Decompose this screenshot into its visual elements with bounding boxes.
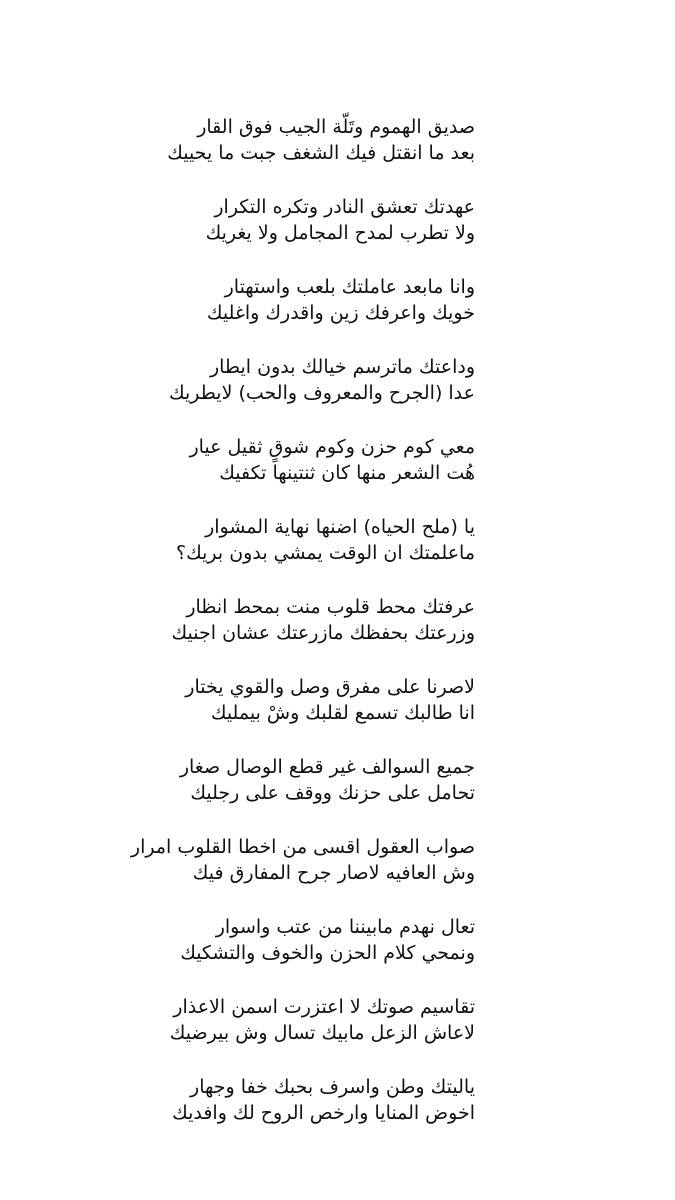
stanza-5 [135,434,475,514]
stanza-6 [135,514,475,594]
poem-line: يا (ملح الحياه) اضنها نهاية المشوار [205,516,475,538]
stanza-4 [135,354,475,434]
poem-line: جميع السوالف غير قطع الوصال صغار [179,756,475,778]
stanza-12 [135,994,475,1074]
stanza-11 [135,914,475,994]
poem-line: وداعتك ماترسم خيالك بدون ايطار [209,356,475,378]
poem-line: صديق الهموم وتَلّة الجيب فوق القار [197,116,475,138]
poem-line: ياليتك وطن واسرف بحبك خفا وجهار [190,1076,475,1098]
stanza-9 [135,754,475,834]
poem-line: اخوض المنايا وارخص الروح لك وافديك [172,1102,475,1124]
poem-line: وش العافيه لاصار جرح المفارق فيك [192,862,475,884]
poem-line: ونمحي كلام الحزن والخوف والتشكيك [180,942,475,964]
poem-line: وزرعتك بحفظك مازرعتك عشان اجنيك [171,622,475,644]
stanza-3 [135,274,475,354]
poem-line: لاعاش الزعل مابيك تسال وش بيرضيك [169,1022,475,1044]
stanza-1 [135,114,475,194]
poem-line: عرفتك محط قلوب منت بمحط انظار [186,596,475,618]
poem-line: لاصرنا على مفرق وصل والقوي يختار [185,676,475,698]
poem-line: ولا تطرب لمدح المجامل ولا يغريك [205,222,475,244]
poem-line: تقاسيم صوتك لا اعتزرت اسمن الاعذار [173,996,475,1018]
poem-line: معي كوم حزن وكوم شوقٍ ثقيل عيار [189,436,475,458]
poem-line: هُت الشعر منها كان ثنتينها تكفيك [219,462,475,484]
poem-line: تحامل على حزنك ووقف على رجليك [190,782,475,804]
stanza-8 [135,674,475,754]
poem-line: تعال نهدم مابيننا من عتب واسوار [215,916,475,938]
stanza-7 [135,594,475,674]
stanza-2 [135,194,475,274]
poem-line: انا طالبك تسمع لقلبك وشْ بيمليك [210,702,475,724]
poem-line: عدا (الجرح والمعروف والحب) لايطريك [168,382,475,404]
stanza-10 [130,834,475,914]
poem-line: بعد ما انقتل فيك الشغف جبت ما يحييك [167,142,475,164]
poem-line: وانا مابعد عاملتك بلعب واستهتار [224,276,475,298]
stanza-13 [135,1074,475,1154]
poem-line: خويك واعرفك زين واقدرك واغليك [206,302,475,324]
poem-line: عهدتك تعشق النادر وتكره التكرار [214,196,475,218]
poem [130,114,475,1154]
poem-line: ماعلمتك ان الوقت يمشي بدون بريك؟ [176,542,475,564]
poem-line: صواب العقول اقسى من اخطا القلوب امرار [130,836,475,858]
